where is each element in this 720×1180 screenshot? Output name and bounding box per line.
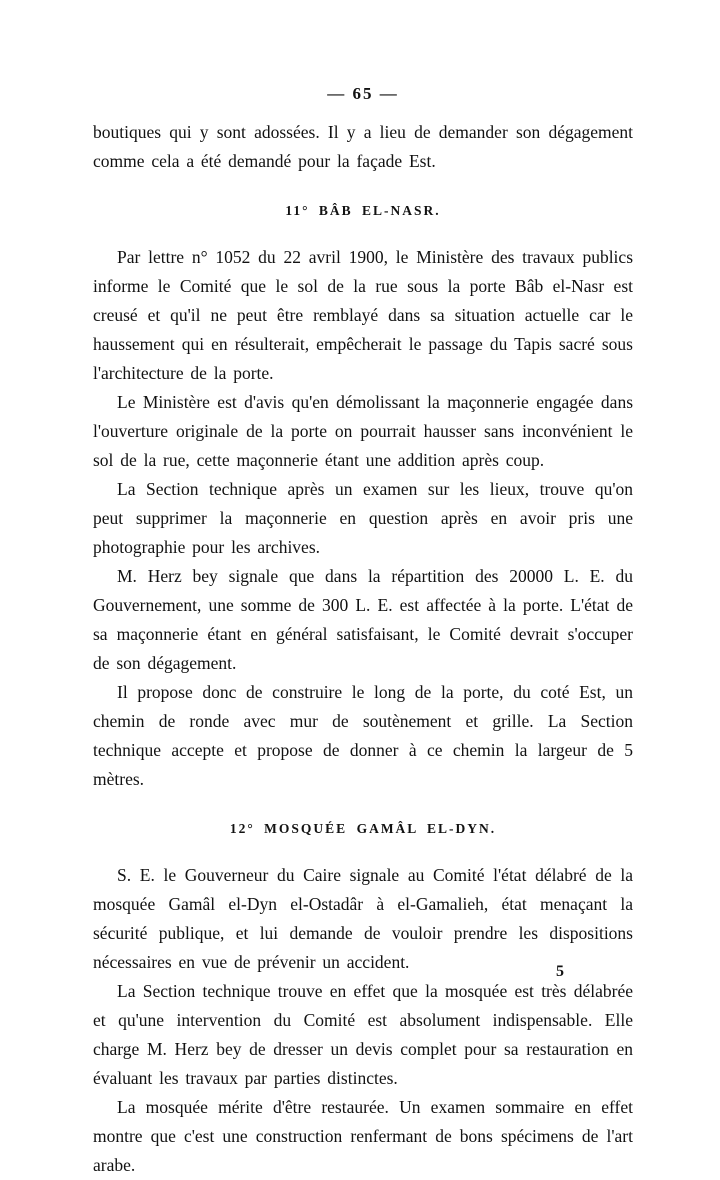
document-page bbox=[93, 84, 633, 1180]
paragraph-bab-el-nasr-1: Par lettre n° 1052 du 22 avril 1900, le Ministère des travaux publics informe le Comité que le sol de la rue sous la porte Bâb el-Nasr est creusé et qu'il ne peut être remblayé dans sa situation actuelle car le haussement qui en résulterait, empêcherait le passage du Tapis sacré sous l'architecture de la porte. bbox=[93, 247, 633, 383]
paragraph-mosquee-gamal-1: S. E. le Gouverneur du Caire signale au Comité l'état délabré de la mosquée Gamâl el-Dyn el-Ostadâr à el-Gamalieh, état menaçant la sécurité publique, et lui demande de vouloir prendre les dispositions nécessaires en vue de prévenir un accident. bbox=[93, 865, 633, 972]
paragraph-intro-continuation: boutiques qui y sont adossées. Il y a lieu de demander son dégagement comme cela a été demandé pour la façade Est. bbox=[93, 122, 633, 171]
paragraph-bab-el-nasr-3: La Section technique après un examen sur les lieux, trouve qu'on peut supprimer la maçonnerie en question après en avoir pris une photographie pour les archives. bbox=[93, 479, 633, 557]
paragraph-bab-el-nasr-4: M. Herz bey signale que dans la répartition des 20000 L. E. du Gouvernement, une somme de 300 L. E. est affectée à la porte. L'état de sa maçonnerie étant en général satisfaisant, le Comité devrait s'occuper de son dégagement. bbox=[93, 566, 633, 673]
section-heading-bab-el-nasr: 11° BÂB EL-NASR. bbox=[285, 203, 441, 218]
signature-mark: 5 bbox=[556, 963, 564, 980]
page-number-header: — 65 — bbox=[327, 84, 399, 103]
paragraph-bab-el-nasr-5: Il propose donc de construire le long de la porte, du coté Est, un chemin de ronde avec mur de soutènement et grille. La Section technique accepte et propose de donner à ce chemin la largeur de 5 mètres. bbox=[93, 682, 633, 789]
paragraph-mosquee-gamal-2: La Section technique trouve en effet que la mosquée est très délabrée et qu'une intervention du Comité est absolument indispensable. Elle charge M. Herz bey de dresser un devis complet pour sa restauration en évaluant les travaux par parties distinctes. bbox=[93, 981, 633, 1088]
paragraph-bab-el-nasr-2: Le Ministère est d'avis qu'en démolissant la maçonnerie engagée dans l'ouverture originale de la porte on pourrait hausser sans inconvénient le sol de la rue, cette maçonnerie étant une addition après coup. bbox=[93, 392, 633, 470]
paragraph-mosquee-gamal-3: La mosquée mérite d'être restaurée. Un examen sommaire en effet montre que c'est une construction renfermant de bons spécimens de l'art arabe. bbox=[93, 1097, 633, 1175]
section-heading-mosquee-gamal-el-dyn: 12° MOSQUÉE GAMÂL EL-DYN. bbox=[229, 821, 497, 836]
